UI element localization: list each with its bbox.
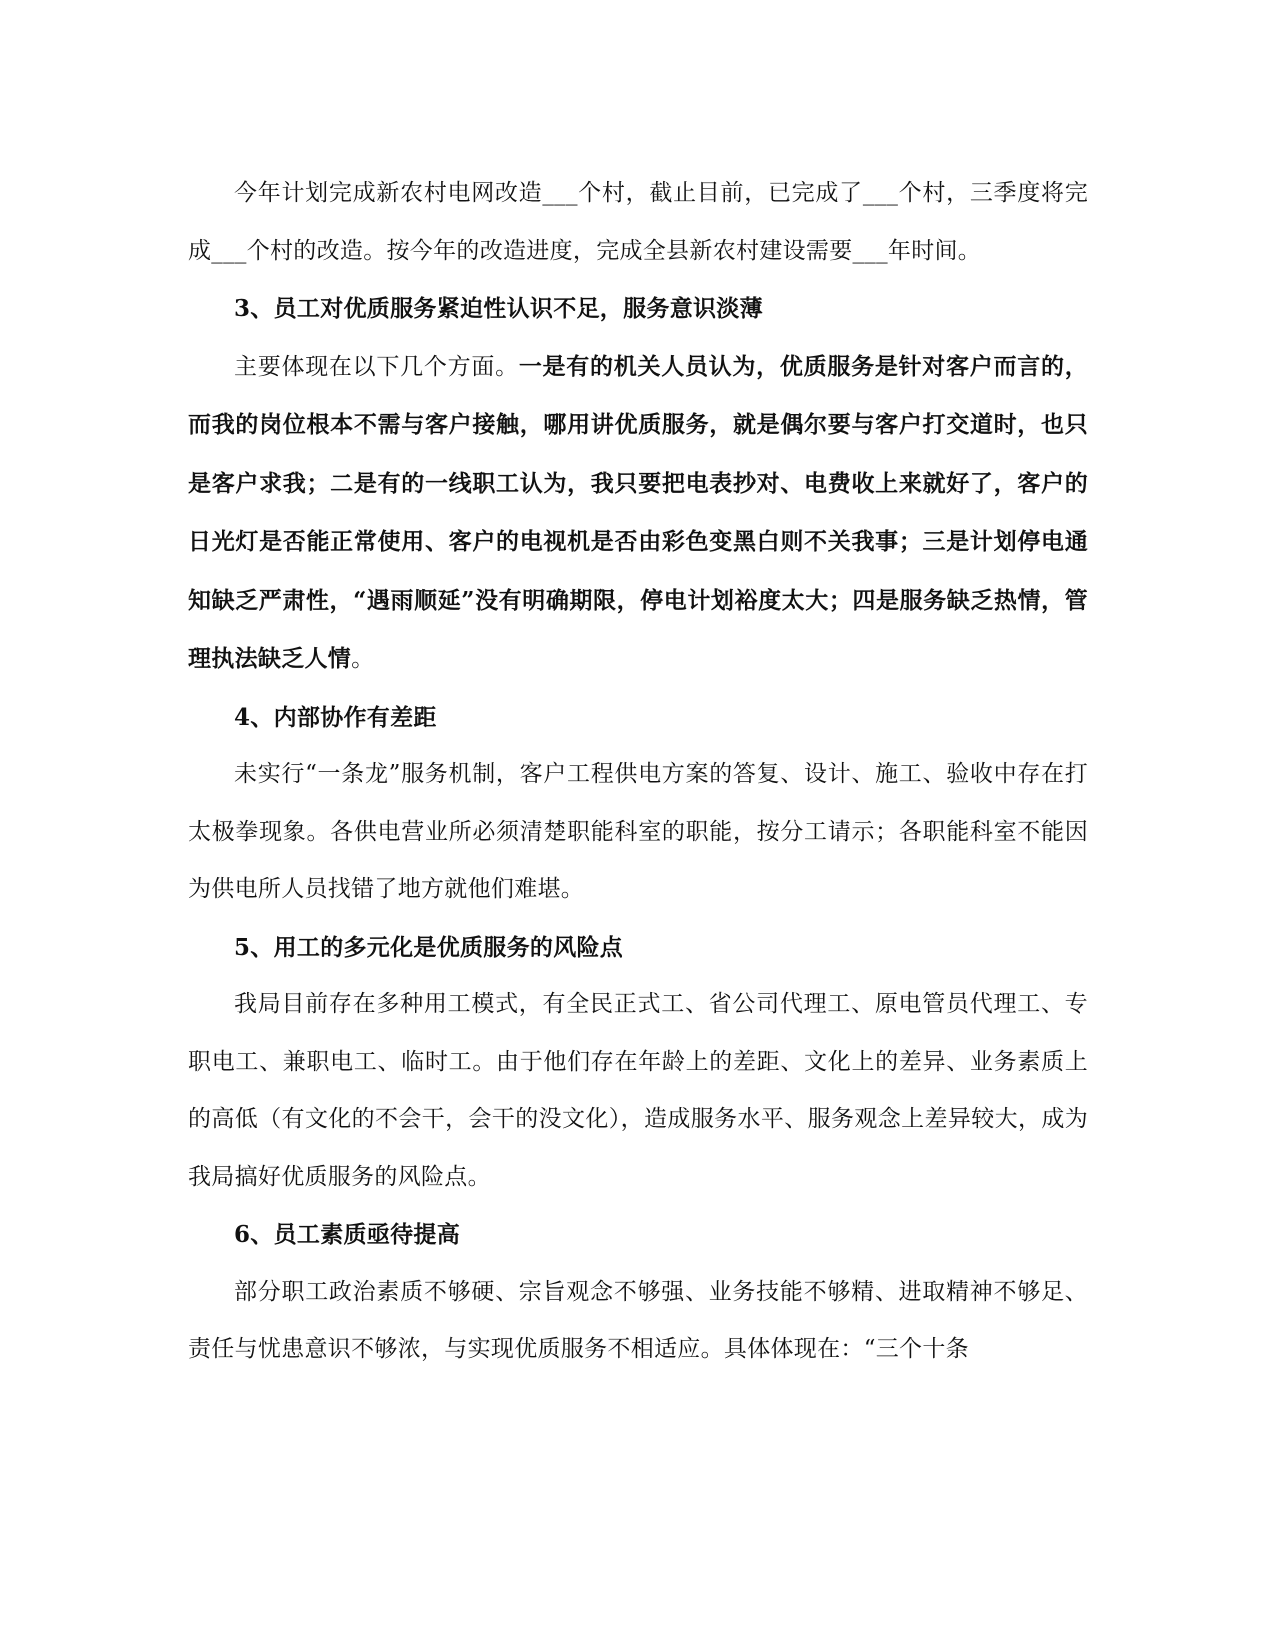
heading-service-awareness: 3、员工对优质服务紧迫性认识不足，服务意识淡薄 bbox=[234, 295, 763, 322]
paragraph-service-awareness bbox=[188, 338, 1088, 689]
paragraph-staff-quality: 部分职工政治素质不够硬、宗旨观念不够强、业务技能不够精、进取精神不够足、责任与忧患意识不够浓，与实现优质服务不相适应。具体体现在：“三个十条 bbox=[188, 1278, 1088, 1362]
heading-diverse-employment: 5、用工的多元化是优质服务的风险点 bbox=[234, 933, 624, 961]
paragraph-end-punctuation: 。 bbox=[351, 646, 375, 672]
paragraph-diverse-employment: 我局目前存在多种用工模式，有全民正式工、省公司代理工、原电管员代理工、专职电工、兼职电工、临时工。由于他们存在年龄上的差距、文化上的差异、业务素质上的高低（有文化的不会干，会干的没文化），造成服务水平、服务观念上差异较大，成为我局搞好优质服务的风险点。 bbox=[188, 991, 1088, 1190]
paragraph-intro-text: 主要体现在以下几个方面。 bbox=[234, 353, 519, 380]
paragraph-internal-cooperation: 未实行“一条龙”服务机制，客户工程供电方案的答复、设计、施工、验收中存在打太极拳现象。各供电营业所必须清楚职能科室的职能，按分工请示；各职能科室不能因为供电所人员找错了地方就他们难堪。 bbox=[188, 761, 1088, 902]
document-body bbox=[188, 165, 1088, 1379]
paragraph-rural-grid: 今年计划完成新农村电网改造___个村，截止目前，已完成了___个村，三季度将完成___个村的改造。按今年的改造进度，完成全县新农村建设需要___年时间。 bbox=[188, 180, 1088, 264]
heading-internal-cooperation: 4、内部协作有差距 bbox=[234, 703, 437, 731]
paragraph-bold-points: 一是有的机关人员认为，优质服务是针对客户而言的，而我的岗位根本不需与客户接触，哪用讲优质服务，就是偶尔要与客户打交道时，也只是客户求我；二是有的一线职工认为，我只要把电表抄对、电费收上来就好了，客户的日光灯是否能正常使用、客户的电视机是否由彩色变黑白则不关我事；三是计划停电通知缺乏严肃性，“遇雨顺延”没有明确期限，停电计划裕度太大；四是服务缺乏热情，管理执法缺乏人情 bbox=[188, 352, 1088, 672]
heading-staff-quality: 6、员工素质亟待提高 bbox=[234, 1221, 461, 1248]
